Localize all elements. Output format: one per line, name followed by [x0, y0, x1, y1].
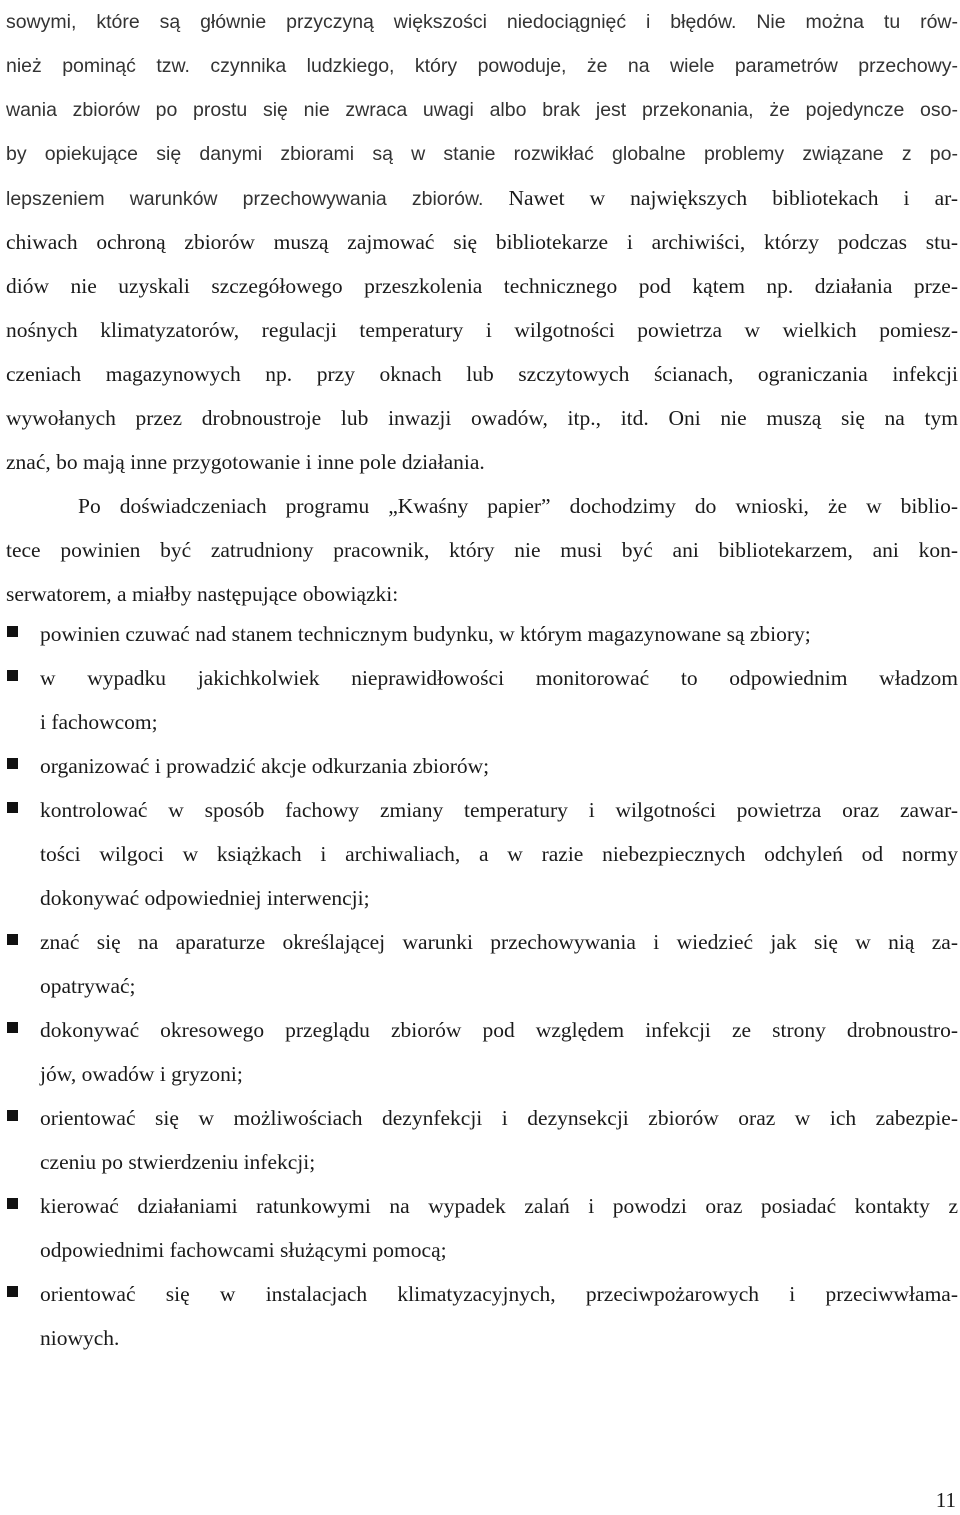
paragraph-2 — [6, 484, 958, 616]
list-item — [0, 1008, 958, 1096]
list-item-line: kierować działaniami ratunkowymi na wypadek zalań i powodzi oraz posiadać kontakty z — [40, 1194, 958, 1218]
text-span: lepszeniem warunków przechowywania zbiorów. — [6, 188, 484, 210]
list-item-line: znać się na aparaturze określającej warunki przechowywania i wiedzieć jak się w nią za- — [40, 930, 958, 954]
list-item-line: jów, owadów i gryzoni; — [40, 1062, 243, 1086]
text-line: wywołanych przez drobnoustroje lub inwazji owadów, itp., itd. Oni nie muszą się na tym — [6, 406, 958, 430]
list-item-line: opatrywać; — [40, 974, 136, 998]
paragraph-1 — [6, 0, 958, 484]
list-item — [0, 920, 958, 1008]
square-bullet-icon — [7, 626, 18, 637]
list-item-line: tości wilgoci w książkach i archiwaliach, a w razie niebezpiecznych odchyleń od normy — [40, 842, 958, 866]
text-line — [6, 176, 958, 220]
page-number: 11 — [935, 1488, 956, 1512]
text-span: Nawet w największych bibliotekach i ar- — [483, 186, 958, 210]
list-item-line: odpowiednimi fachowcami służącymi pomocą; — [40, 1238, 447, 1262]
list-item-line: orientować się w instalacjach klimatyzacyjnych, przeciwpożarowych i przeciwwłama- — [40, 1282, 958, 1306]
text-line: Po doświadczeniach programu „Kwaśny papier” dochodzimy do wnioski, że w biblio- — [78, 494, 958, 518]
square-bullet-icon — [7, 1198, 18, 1209]
list-item — [0, 788, 958, 920]
square-bullet-icon — [7, 802, 18, 813]
duties-list — [0, 612, 958, 1360]
square-bullet-icon — [7, 758, 18, 769]
square-bullet-icon — [7, 1286, 18, 1297]
square-bullet-icon — [7, 670, 18, 681]
list-item-line: organizować i prowadzić akcje odkurzania zbiorów; — [40, 754, 490, 778]
list-item-line: dokonywać okresowego przeglądu zbiorów pod względem infekcji ze strony drobnoustro- — [40, 1018, 958, 1042]
list-item — [0, 612, 958, 656]
document-page — [6, 0, 958, 616]
text-line: serwatorem, a miałby następujące obowiązki: — [6, 582, 399, 606]
list-item-line: dokonywać odpowiedniej interwencji; — [40, 886, 370, 910]
text-line: czeniach magazynowych np. przy oknach lub szczytowych ścianach, ograniczania infekcji — [6, 362, 958, 386]
text-line: nież pominąć tzw. czynnika ludzkiego, który powoduje, że na wiele parametrów przechowy- — [6, 55, 958, 77]
list-item-line: kontrolować w sposób fachowy zmiany temperatury i wilgotności powietrza oraz zawar- — [40, 798, 958, 822]
list-item — [0, 744, 958, 788]
list-item-line: orientować się w możliwościach dezynfekcji i dezynsekcji zbiorów oraz w ich zabezpie- — [40, 1106, 958, 1130]
text-line: znać, bo mają inne przygotowanie i inne pole działania. — [6, 450, 485, 474]
text-line: tece powinien być zatrudniony pracownik, który nie musi być ani bibliotekarzem, ani kon- — [6, 538, 958, 562]
square-bullet-icon — [7, 1110, 18, 1121]
square-bullet-icon — [7, 1022, 18, 1033]
list-item-line: niowych. — [40, 1326, 120, 1350]
list-item — [0, 1096, 958, 1184]
square-bullet-icon — [7, 934, 18, 945]
list-item — [0, 1184, 958, 1272]
text-line: by opiekujące się danymi zbiorami są w stanie rozwikłać globalne problemy związane z po- — [6, 143, 958, 165]
list-item — [0, 1272, 958, 1360]
list-item-line: i fachowcom; — [40, 710, 158, 734]
text-line: wania zbiorów po prostu się nie zwraca uwagi albo brak jest przekonania, że pojedyncze oso- — [6, 99, 958, 121]
list-item — [0, 656, 958, 744]
text-line: sowymi, które są głównie przyczyną większości niedociągnięć i błędów. Nie można tu rów- — [6, 11, 958, 33]
text-line: chiwach ochroną zbiorów muszą zajmować się bibliotekarze i archiwiści, którzy podczas stu- — [6, 230, 958, 254]
list-item-line: w wypadku jakichkolwiek nieprawidłowości monitorować to odpowiednim władzom — [40, 666, 958, 690]
text-line: nośnych klimatyzatorów, regulacji temperatury i wilgotności powietrza w wielkich pomiesz- — [6, 318, 958, 342]
list-item-line: powinien czuwać nad stanem technicznym budynku, w którym magazynowane są zbiory; — [40, 622, 811, 646]
text-line: diów nie uzyskali szczegółowego przeszkolenia technicznego pod kątem np. działania prze- — [6, 274, 958, 298]
list-item-line: czeniu po stwierdzeniu infekcji; — [40, 1150, 316, 1174]
